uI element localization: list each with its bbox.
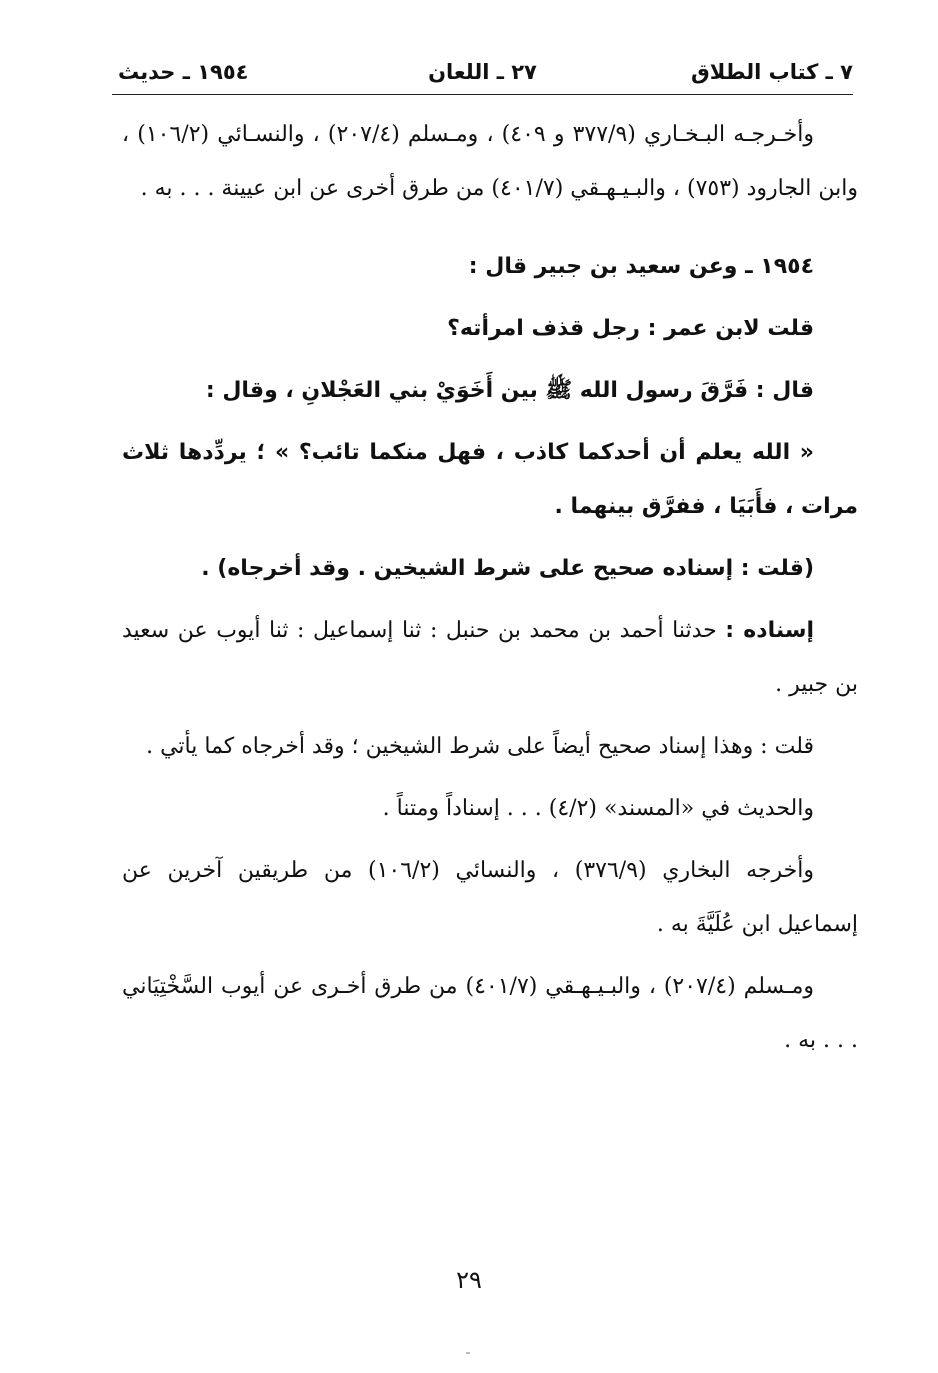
- hadith-text-line-1: قلت لابن عمر : رجل قذف امرأته؟: [447, 316, 814, 341]
- header-hadith-number: ١٩٥٤ ـ حديث: [118, 60, 249, 84]
- hadith-number-heading: ١٩٥٤ ـ وعن سعيد بن جبير قال :: [468, 254, 814, 279]
- grading-note: (قلت : إسناده صحيح على شرط الشيخين . وقد أخرجاه) .: [201, 556, 814, 581]
- commentary-paragraph: قلت : وهذا إسناد صحيح أيضاً على شرط الشيخين ؛ وقد أخرجاه كما يأتي .: [146, 734, 814, 759]
- isnad-label: إسناده :: [725, 618, 814, 643]
- hadith-text-line-2: قال : فَرَّقَ رسول الله ﷺ بين أَخَوَيْ بني العَجْلانِ ، وقال :: [205, 378, 814, 403]
- musnad-reference: والحديث في «المسند» (٤/٢) . . . إسناداً ومتناً .: [382, 796, 814, 821]
- header-chapter-title: ٢٧ ـ اللعان: [428, 60, 537, 84]
- scan-speck: [466, 1352, 470, 1354]
- paragraph-takhrij-3: ومـسلم (٢٠٧/٤) ، والبـيـهـقي (٤٠١/٧) من طرق أخـرى عن أيوب السَّخْتِيَاني . . . به .: [122, 974, 858, 1053]
- isnad-paragraph: [122, 604, 858, 712]
- running-header: [112, 58, 853, 95]
- paragraph-takhrij-1: وأخـرجـه البـخـاري (٣٧٧/٩ و ٤٠٩) ، ومـسلم (٢٠٧/٤) ، والنسـائي (١٠٦/٢) ، وابن الجارود (٧٥٣) ، والبـيـهـقي (٤٠١/٧) من طرق أخرى عن ابن عيينة . . . به .: [122, 122, 858, 201]
- hadith-text-quote: « الله يعلم أن أحدكما كاذب ، فهل منكما تائب؟ » ؛ يردِّدها ثلاث مرات ، فأَبَيَا ، ففرَّق بينهما .: [122, 440, 858, 519]
- page-body: [122, 108, 858, 1068]
- page-number: ٢٩: [456, 1266, 482, 1294]
- paragraph-takhrij-2: وأخرجه البخاري (٣٧٦/٩) ، والنسائي (١٠٦/٢) من طريقين آخرين عن إسماعيل ابن عُلَيَّةَ به .: [122, 858, 858, 937]
- header-book-title: ٧ ـ كتاب الطلاق: [691, 60, 853, 84]
- isnad-text: حدثنا أحمد بن محمد بن حنبل : ثنا إسماعيل : ثنا أيوب عن سعيد بن جبير .: [122, 618, 858, 697]
